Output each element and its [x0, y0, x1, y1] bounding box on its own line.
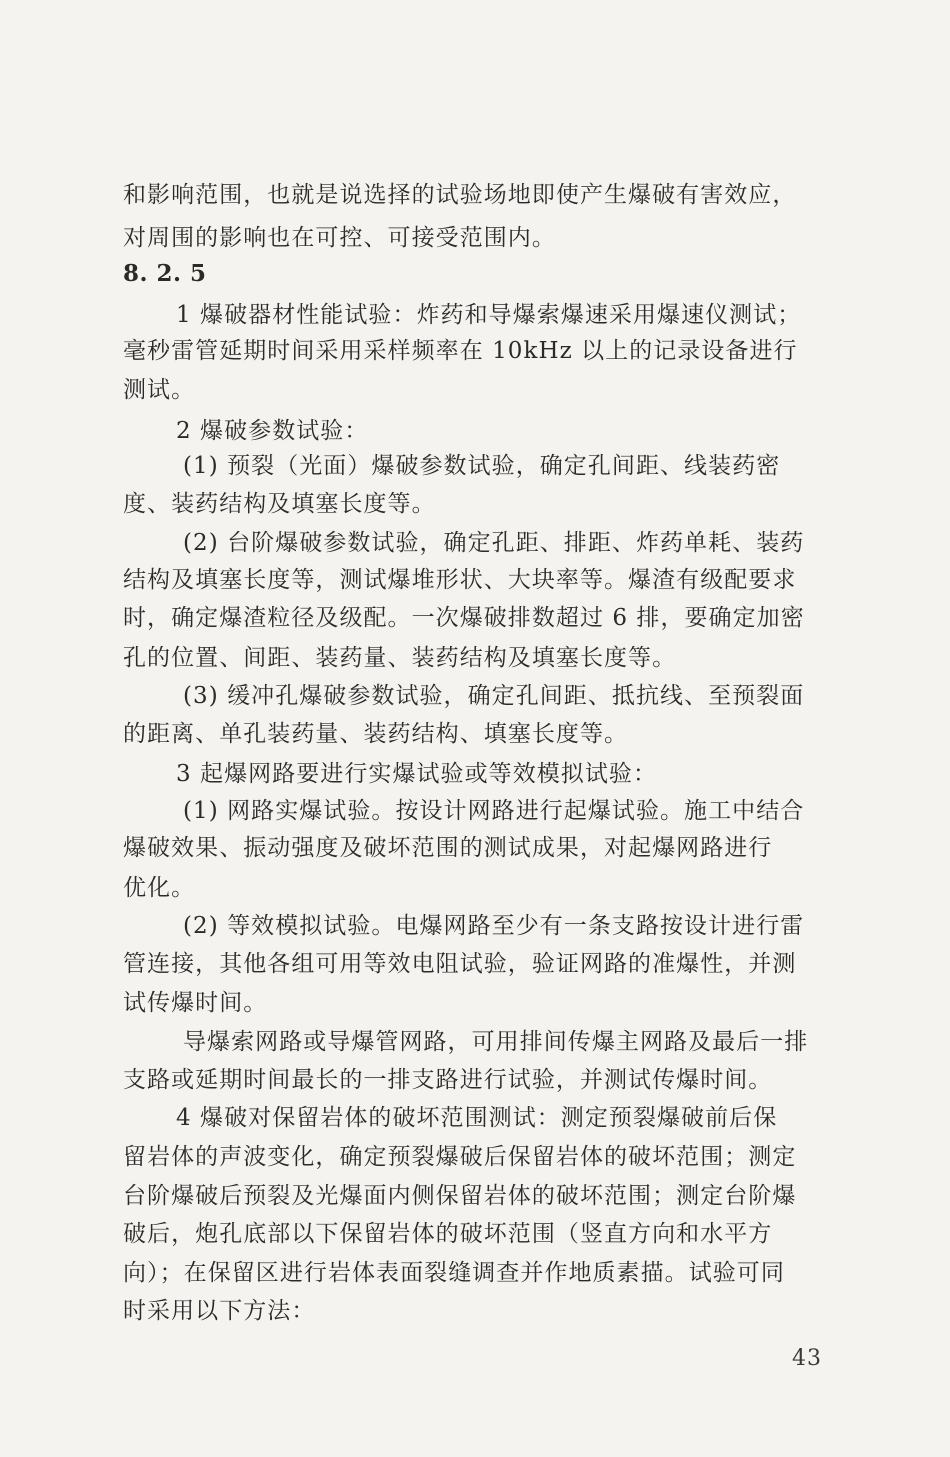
- paragraph-first-line: 导爆索网路或导爆管网路，可用排间传爆主网路及最后一排: [183, 1029, 809, 1055]
- item-1-line: 1 爆破器材性能试验：炸药和导爆索爆速采用爆速仪测试；: [176, 302, 802, 328]
- body-text-line: 测试。: [123, 377, 196, 403]
- sub-item-line: (2) 台阶爆破参数试验，确定孔距、排距、炸药单耗、装药: [183, 530, 805, 556]
- sub-item-line: (1) 网路实爆试验。按设计网路进行起爆试验。施工中结合: [183, 798, 805, 824]
- body-text-line: 毫秒雷管延期时间采用采样频率在 10kHz 以上的记录设备进行: [123, 338, 798, 364]
- body-text-line: 留岩体的声波变化，确定预裂爆破后保留岩体的破坏范围；测定: [123, 1144, 797, 1170]
- section-number: 8. 2. 5: [123, 260, 207, 287]
- body-text-line: 向）；在保留区进行岩体表面裂缝调查并作地质素描。试验可同: [123, 1260, 785, 1286]
- body-text-line: 台阶爆破后预裂及光爆面内侧保留岩体的破坏范围；测定台阶爆: [123, 1183, 797, 1209]
- body-text-line: 的距离、单孔装药量、装药结构、填塞长度等。: [123, 721, 629, 747]
- item-2-heading: 2 爆破参数试验：: [176, 418, 369, 444]
- sub-item-line: (3) 缓冲孔爆破参数试验，确定孔间距、抵抗线、至预裂面: [183, 683, 805, 709]
- body-text-line: 时采用以下方法：: [123, 1298, 316, 1324]
- sub-item-line: (2) 等效模拟试验。电爆网路至少有一条支路按设计进行雷: [183, 913, 805, 939]
- body-text-line: 对周围的影响也在可控、可接受范围内。: [123, 225, 556, 251]
- body-text-line: 爆破效果、振动强度及破坏范围的测试成果，对起爆网路进行: [123, 835, 773, 861]
- body-text-line: 管连接，其他各组可用等效电阻试验，验证网路的准爆性，并测: [123, 951, 797, 977]
- item-3-heading: 3 起爆网路要进行实爆试验或等效模拟试验：: [176, 761, 657, 787]
- body-text-line: 破后，炮孔底部以下保留岩体的破坏范围（竖直方向和水平方: [123, 1221, 773, 1247]
- item-4-line: 4 爆破对保留岩体的破坏范围测试：测定预裂爆破前后保: [176, 1105, 778, 1131]
- body-text-line: 孔的位置、间距、装药量、装药结构及填塞长度等。: [123, 645, 677, 671]
- body-text-line: 时，确定爆渣粒径及级配。一次爆破排数超过 6 排，要确定加密: [123, 605, 805, 631]
- sub-item-line: (1) 预裂（光面）爆破参数试验，确定孔间距、线装药密: [183, 453, 781, 479]
- body-text-line: 结构及填塞长度等，测试爆堆形状、大块率等。爆渣有级配要求: [123, 567, 797, 593]
- page-number: 43: [792, 1346, 822, 1371]
- body-text-line: 试传爆时间。: [123, 990, 268, 1016]
- body-text-line: 支路或延期时间最长的一排支路进行试验，并测试传爆时间。: [123, 1067, 773, 1093]
- body-text-line: 度、装药结构及填塞长度等。: [123, 491, 436, 517]
- body-text-line: 优化。: [123, 875, 196, 901]
- body-text-line: 和影响范围，也就是说选择的试验场地即使产生爆破有害效应，: [123, 182, 797, 208]
